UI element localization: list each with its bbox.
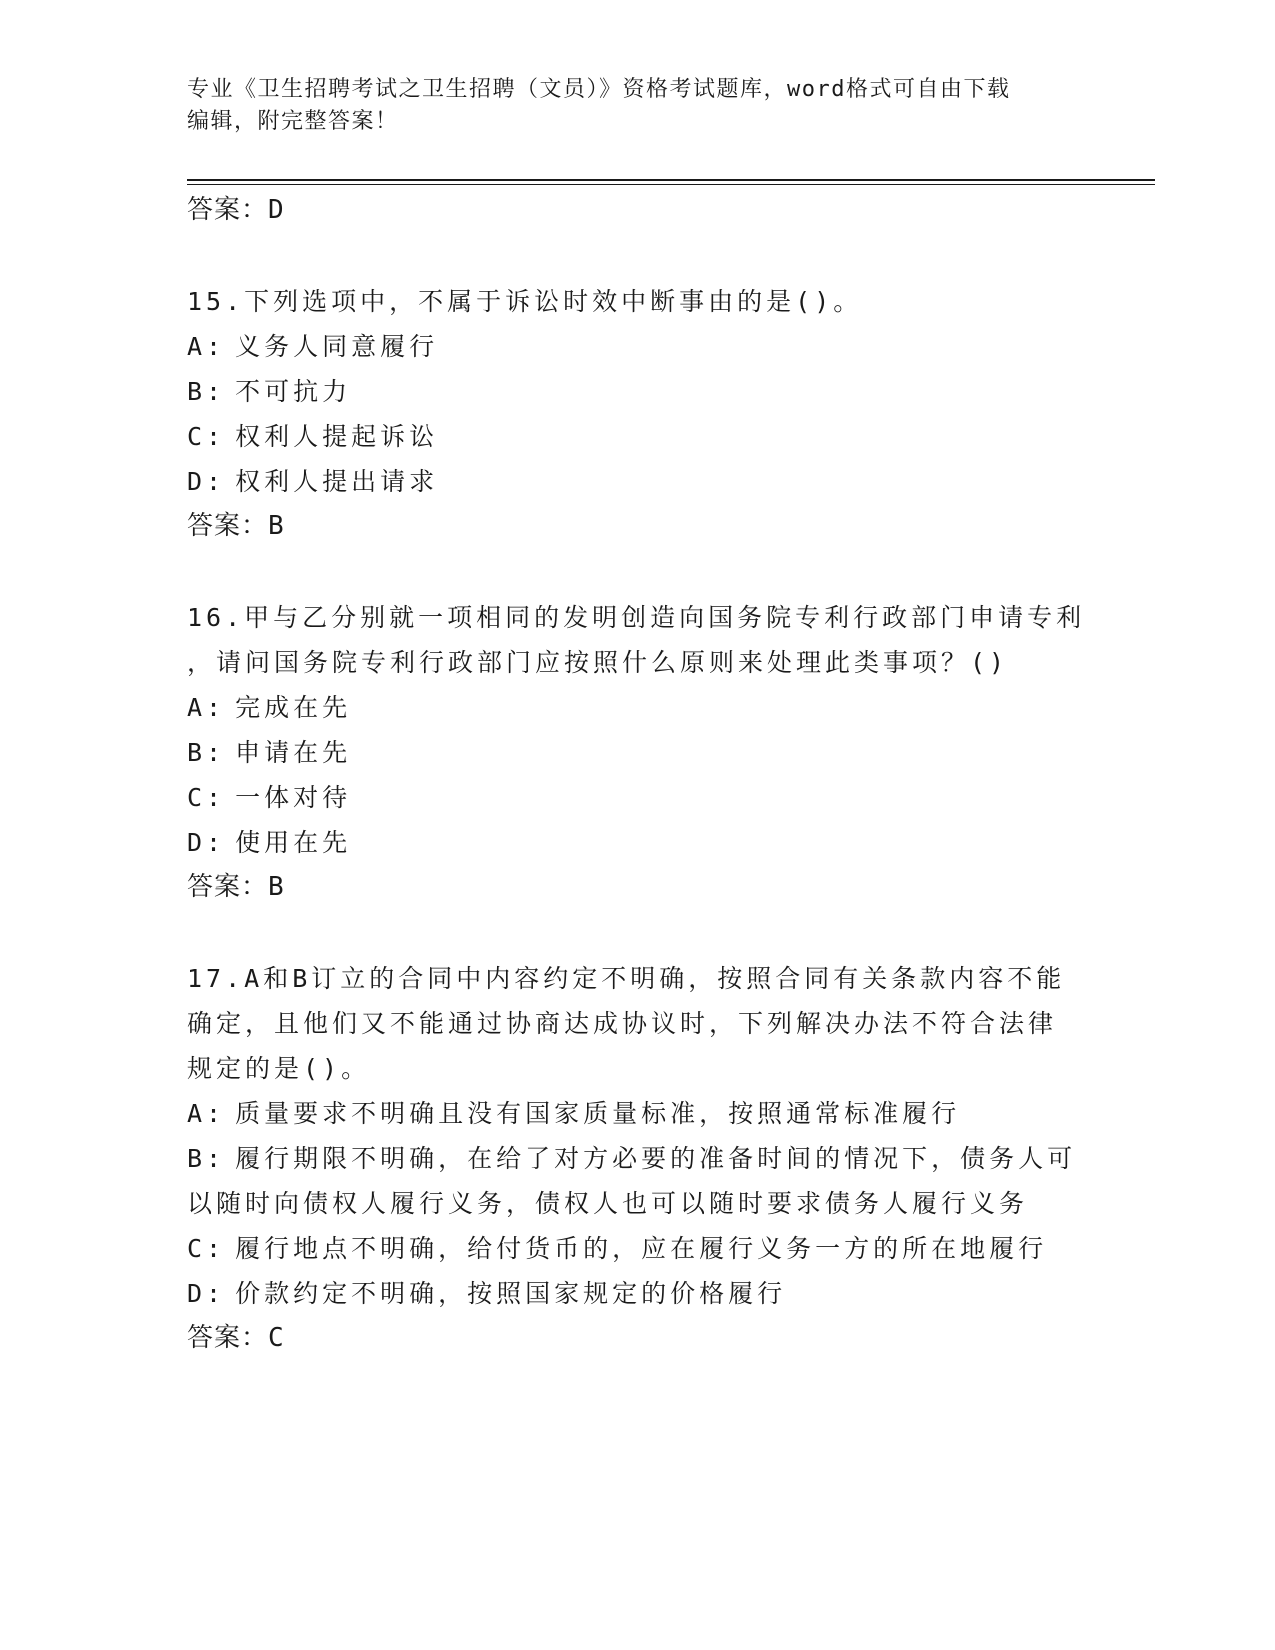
question-answer: [187, 504, 1087, 549]
option-text: 完成在先: [235, 693, 352, 722]
question-stem-line: 确定，且他们又不能通过协商达成协议时，下列解决办法不符合法律: [187, 1009, 1058, 1038]
option-text: 义务人同意履行: [235, 332, 439, 361]
option-text: 使用在先: [235, 828, 352, 857]
option-b: [187, 369, 1087, 414]
answer-label: 答案：: [187, 1323, 269, 1353]
option-text: 权利人提起诉讼: [235, 422, 439, 451]
option-b: [187, 1136, 1087, 1181]
answer-value: C: [268, 1323, 285, 1353]
option-a: [187, 685, 1087, 730]
option-b-continued: 以随时向债权人履行义务，债权人也可以随时要求债务人履行义务: [187, 1189, 1029, 1218]
option-key: D:: [187, 828, 226, 857]
question-list: [187, 188, 1087, 1361]
option-a: [187, 324, 1087, 369]
option-key: D:: [187, 467, 226, 496]
previous-answer: [187, 188, 1087, 233]
option-key: B:: [187, 1144, 226, 1173]
option-d: [187, 820, 1087, 865]
header-title-line-1: 专业《卫生招聘考试之卫生招聘（文员）》资格考试题库，word格式可自由下载: [187, 77, 1011, 102]
document-header: [187, 74, 1067, 138]
question-15: [187, 279, 1087, 549]
option-b: [187, 730, 1087, 775]
option-c: [187, 414, 1087, 459]
answer-label: 答案：: [187, 872, 269, 902]
option-key: C:: [187, 783, 226, 812]
option-key: B:: [187, 377, 226, 406]
question-stem-line: 15.下列选项中，不属于诉讼时效中断事由的是()。: [187, 287, 863, 316]
question-16: [187, 595, 1087, 910]
answer-value: D: [268, 195, 285, 225]
answer-label: 答案：: [187, 511, 269, 541]
option-key: C:: [187, 422, 226, 451]
question-answer: [187, 865, 1087, 910]
answer-value: B: [268, 511, 285, 541]
option-text: 不可抗力: [235, 377, 352, 406]
answer-value: B: [268, 872, 285, 902]
option-key: D:: [187, 1279, 226, 1308]
option-key: A:: [187, 1099, 226, 1128]
option-a: [187, 1091, 1087, 1136]
question-stem-line: 规定的是()。: [187, 1054, 371, 1083]
option-text: 质量要求不明确且没有国家质量标准，按照通常标准履行: [235, 1099, 961, 1128]
option-text: 一体对待: [235, 783, 352, 812]
option-key: C:: [187, 1234, 226, 1263]
option-c: [187, 775, 1087, 820]
header-divider: [187, 179, 1155, 185]
option-key: A:: [187, 332, 226, 361]
option-key: A:: [187, 693, 226, 722]
question-stem-line: ，请问国务院专利行政部门应按照什么原则来处理此类事项？(): [187, 648, 1009, 677]
option-text: 履行地点不明确，给付货币的，应在履行义务一方的所在地履行: [235, 1234, 1048, 1263]
question-stem-line: 16.甲与乙分别就一项相同的发明创造向国务院专利行政部门申请专利: [187, 603, 1086, 632]
answer-label: 答案：: [187, 195, 269, 225]
question-answer: [187, 1316, 1087, 1361]
option-d: [187, 1271, 1087, 1316]
question-stem-line: 17.A和B订立的合同中内容约定不明确，按照合同有关条款内容不能: [187, 964, 1066, 993]
option-d: [187, 459, 1087, 504]
option-c: [187, 1226, 1087, 1271]
option-text: 权利人提出请求: [235, 467, 439, 496]
question-17: [187, 956, 1087, 1361]
option-text: 申请在先: [235, 738, 352, 767]
option-text: 价款约定不明确，按照国家规定的价格履行: [235, 1279, 787, 1308]
header-title-line-2: 编辑，附完整答案！: [187, 109, 399, 134]
option-text: 履行期限不明确，在给了对方必要的准备时间的情况下，债务人可: [235, 1144, 1077, 1173]
option-key: B:: [187, 738, 226, 767]
